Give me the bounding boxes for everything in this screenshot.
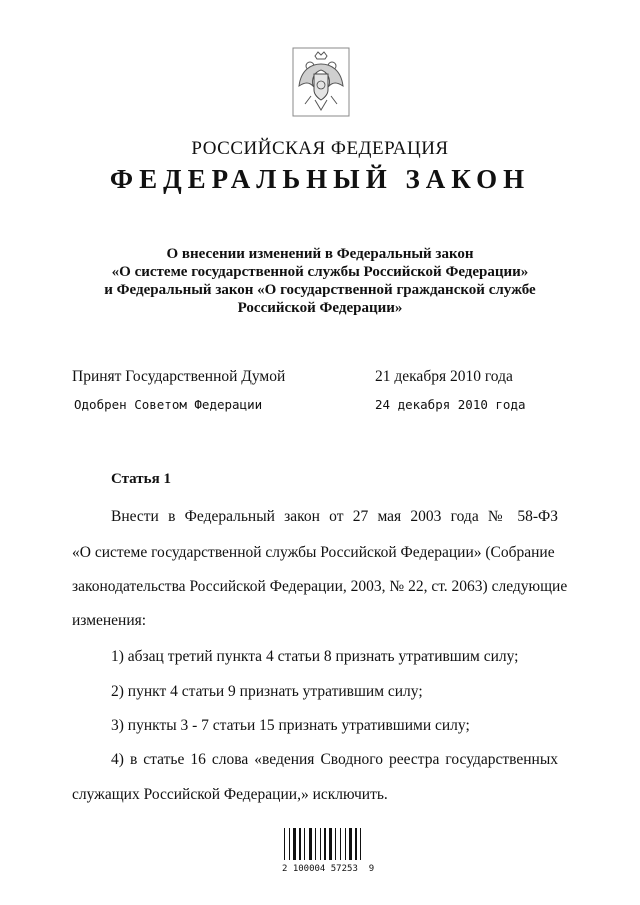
intro-paragraph-line: изменения:: [72, 612, 147, 629]
intro-paragraph-line: законодательства Российской Федерации, 2003, № 22, ст. 2063) следующие: [72, 578, 568, 595]
duma-adoption-date: 21 декабря 2010 года: [375, 368, 513, 385]
amendment-item-3: 3) пункты 3 - 7 статьи 15 признать утратившими силу;: [111, 717, 470, 734]
intro-paragraph-line: Внести в Федеральный закон от 27 мая 2003 года № 58-ФЗ: [111, 508, 558, 525]
council-approval-date: 24 декабря 2010 года: [375, 397, 526, 412]
article-heading: Статья 1: [111, 471, 171, 487]
barcode-icon: [282, 826, 362, 862]
law-type-heading: ФЕДЕРАЛЬНЫЙ ЗАКОН: [109, 164, 531, 194]
title-line: и Федеральный закон «О государственной гражданской службе: [104, 282, 536, 298]
barcode: [282, 826, 362, 862]
amendment-item-1: 1) абзац третий пункта 4 статьи 8 признать утратившим силу;: [111, 648, 519, 665]
title-line: «О системе государственной службы Российской Федерации»: [111, 264, 529, 280]
title-line: Российской Федерации»: [237, 300, 403, 316]
amendment-item-4-continuation: служащих Российской Федерации,» исключить.: [72, 786, 388, 803]
amendment-item-4: 4) в статье 16 слова «ведения Сводного реестра государственных: [111, 751, 558, 768]
law-title: [60, 245, 580, 317]
coat-of-arms-icon: [291, 46, 351, 118]
duma-adoption-label: Принят Государственной Думой: [72, 368, 286, 385]
intro-paragraph-line: «О системе государственной службы Российской Федерации» (Собрание: [72, 544, 555, 561]
council-approval-label: Одобрен Советом Федерации: [74, 397, 263, 412]
amendment-item-2: 2) пункт 4 статьи 9 признать утратившим силу;: [111, 683, 423, 700]
coat-of-arms-emblem: [291, 46, 351, 118]
title-line: О внесении изменений в Федеральный закон: [166, 246, 474, 262]
barcode-number: 2 100004 57253 9: [282, 864, 375, 874]
country-name: РОССИЙСКАЯ ФЕДЕРАЦИЯ: [191, 138, 449, 159]
